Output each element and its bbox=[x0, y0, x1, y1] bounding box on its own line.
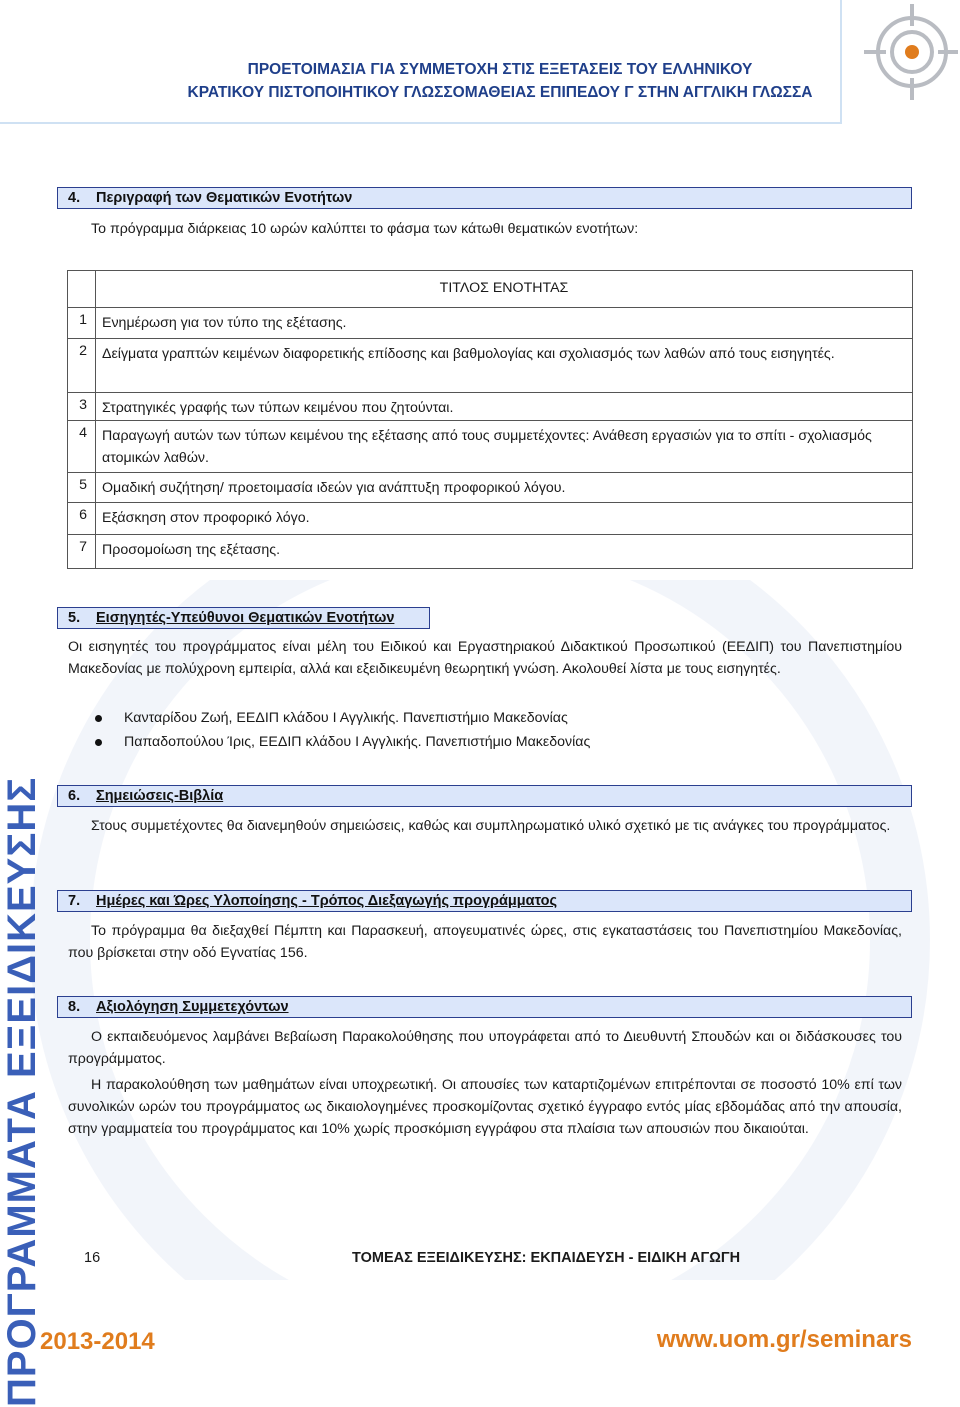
row-title: Εξάσκηση στον προφορικό λόγο. bbox=[96, 503, 913, 535]
row-title: Προσομοίωση της εξέτασης. bbox=[96, 535, 913, 569]
row-number: 2 bbox=[68, 339, 96, 393]
website-link[interactable]: www.uom.gr/seminars bbox=[656, 1326, 912, 1353]
section-8-header bbox=[57, 996, 912, 1018]
lecturer-name: Κανταρίδου Ζωή, ΕΕΔΙΠ κλάδου Ι Αγγλικής. Πανεπιστήμιο Μακεδονίας bbox=[124, 710, 568, 726]
row-number: 5 bbox=[68, 473, 96, 503]
units-table-header-row bbox=[68, 271, 913, 308]
section-6-header bbox=[57, 785, 912, 807]
bullet-icon bbox=[95, 715, 102, 722]
page-number: 16 bbox=[84, 1250, 101, 1266]
row-title: Στρατηγικές γραφής των τύπων κειμένου που ζητούνται. bbox=[96, 393, 913, 421]
section-7-header bbox=[57, 890, 912, 912]
row-number: 4 bbox=[68, 421, 96, 473]
units-table-header: ΤΙΤΛΟΣ ΕΝΟΤΗΤΑΣ bbox=[96, 271, 913, 308]
row-number: 6 bbox=[68, 503, 96, 535]
row-title: Ενημέρωση για τον τύπο της εξέτασης. bbox=[96, 308, 913, 339]
section-6-title: Σημειώσεις-Βιβλία bbox=[96, 788, 224, 804]
section-6-text: Στους συμμετέχοντες θα διανεμηθούν σημειώσεις, καθώς και συμπληρωματικό υλικό σχετικό με τις ανάγκες του προγράμματος. bbox=[91, 818, 891, 834]
section-7-number: 7. bbox=[68, 893, 81, 909]
row-number: 7 bbox=[68, 535, 96, 569]
section-8-text-1: Ο εκπαιδευόμενος λαμβάνει Βεβαίωση Παρακολούθησης που υπογράφεται από το Διευθυντή Σπουδών και οι διδάσκουσες του προγράμματος. bbox=[68, 1029, 902, 1067]
section-4-intro: Το πρόγραμμα διάρκειας 10 ωρών καλύπτει το φάσμα των κάτωθι θεματικών ενοτήτων: bbox=[91, 221, 639, 237]
units-table bbox=[67, 270, 913, 569]
row-number: 1 bbox=[68, 308, 96, 339]
side-banner: ΠΡΟΓΡΑΜΜΑΤΑ ΕΞΕΙΔΙΚΕΥΣΗΣ bbox=[0, 776, 44, 1407]
section-6-number: 6. bbox=[68, 788, 81, 804]
section-4-number: 4. bbox=[68, 190, 81, 206]
lecturer-name: Παπαδοπούλου Ίρις, ΕΕΔΙΠ κλάδου Ι Αγγλικής. Πανεπιστήμιο Μακεδονίας bbox=[124, 734, 591, 750]
table-row bbox=[68, 393, 913, 421]
row-title: Δείγματα γραπτών κειμένων διαφορετικής επίδοσης και βαθμολογίας και σχολιασμός των λαθών από τους εισηγητές. bbox=[96, 339, 913, 393]
row-title: Ομαδική συζήτηση/ προετοιμασία ιδεών για ανάπτυξη προφορικού λόγου. bbox=[96, 473, 913, 503]
row-title: Παραγωγή αυτών των τύπων κειμένου της εξέτασης από τους συμμετέχοντες: Ανάθεση εργασιών για το σπίτι - σχολιασμός ατομικών λαθών. bbox=[96, 421, 913, 473]
section-5-number: 5. bbox=[68, 610, 81, 626]
header-title-line1: ΠΡΟΕΤΟΙΜΑΣΙΑ ΓΙΑ ΣΥΜΜΕΤΟΧΗ ΣΤΙΣ ΕΞΕΤΑΣΕΙΣ ΤΟΥ ΕΛΛΗΝΙΚΟΥ bbox=[247, 61, 753, 78]
section-7-text: Το πρόγραμμα θα διεξαχθεί Πέμπτη και Παρασκευή, απογευματινές ώρες, στις εγκαταστάσεις του Πανεπιστημίου Μακεδονίας, που βρίσκεται στην οδό Εγνατίας 156. bbox=[68, 923, 902, 961]
row-number: 3 bbox=[68, 393, 96, 421]
section-5-header bbox=[57, 607, 430, 629]
footer-sector: ΤΟΜΕΑΣ ΕΞΕΙΔΙΚΕΥΣΗΣ: ΕΚΠΑΙΔΕΥΣΗ - ΕΙΔΙΚΗ ΑΓΩΓΗ bbox=[352, 1250, 741, 1266]
section-8-number: 8. bbox=[68, 999, 81, 1015]
section-5-text: Οι εισηγητές του προγράμματος είναι μέλη του Ειδικού και Εργαστηριακού Διδακτικού Προσωπικού (ΕΕΔΙΠ) του Πανεπιστημίου Μακεδονίας με πολύχρονη εμπειρία, αλλά και εξειδικευμένη θεωρητική γνώση. Ακολουθεί λίστα με τους εισηγητές. bbox=[68, 639, 902, 677]
table-row bbox=[68, 339, 913, 393]
units-header-num-cell bbox=[68, 271, 96, 308]
section-8-title: Αξιολόγηση Συμμετεχόντων bbox=[96, 999, 289, 1015]
section-5-title: Εισηγητές-Υπεύθυνοι Θεματικών Ενοτήτων bbox=[96, 610, 395, 626]
year-label: 2013-2014 bbox=[40, 1328, 155, 1355]
table-row bbox=[68, 421, 913, 473]
section-4-header bbox=[57, 187, 912, 209]
target-logo-icon bbox=[840, 0, 960, 120]
table-row bbox=[68, 473, 913, 503]
list-item bbox=[95, 730, 590, 754]
list-item bbox=[95, 706, 590, 730]
bullet-icon bbox=[95, 739, 102, 746]
table-row bbox=[68, 503, 913, 535]
header-title-line2: ΚΡΑΤΙΚΟΥ ΠΙΣΤΟΠΟΙΗΤΙΚΟΥ ΓΛΩΣΣΟΜΑΘΕΙΑΣ ΕΠΙΠΕΔΟΥ Γ ΣΤΗΝ ΑΓΓΛΙΚΗ ΓΛΩΣΣΑ bbox=[187, 84, 813, 101]
lecturers-list bbox=[95, 706, 590, 754]
table-row bbox=[68, 535, 913, 569]
section-7-title: Ημέρες και Ώρες Υλοποίησης - Τρόπος Διεξαγωγής προγράμματος bbox=[96, 893, 558, 909]
table-row bbox=[68, 308, 913, 339]
section-8-text-2: Η παρακολούθηση των μαθημάτων είναι υποχρεωτική. Οι απουσίες των καταρτιζομένων επιτρέπονται σε ποσοστό 10% επί των συνολικών ωρών του προγράμματος ως δικαιολογημένες προσκομίζοντας σχετικό έγγραφο εντός μίας εβδομάδας από την απουσία, στην γραμματεία του προγράμματος και 10% χωρίς προσκόμιση εγγράφου στα πλαίσια των απουσιών που δικαιούται. bbox=[68, 1077, 902, 1137]
section-4-title: Περιγραφή των Θεματικών Ενοτήτων bbox=[96, 190, 353, 206]
